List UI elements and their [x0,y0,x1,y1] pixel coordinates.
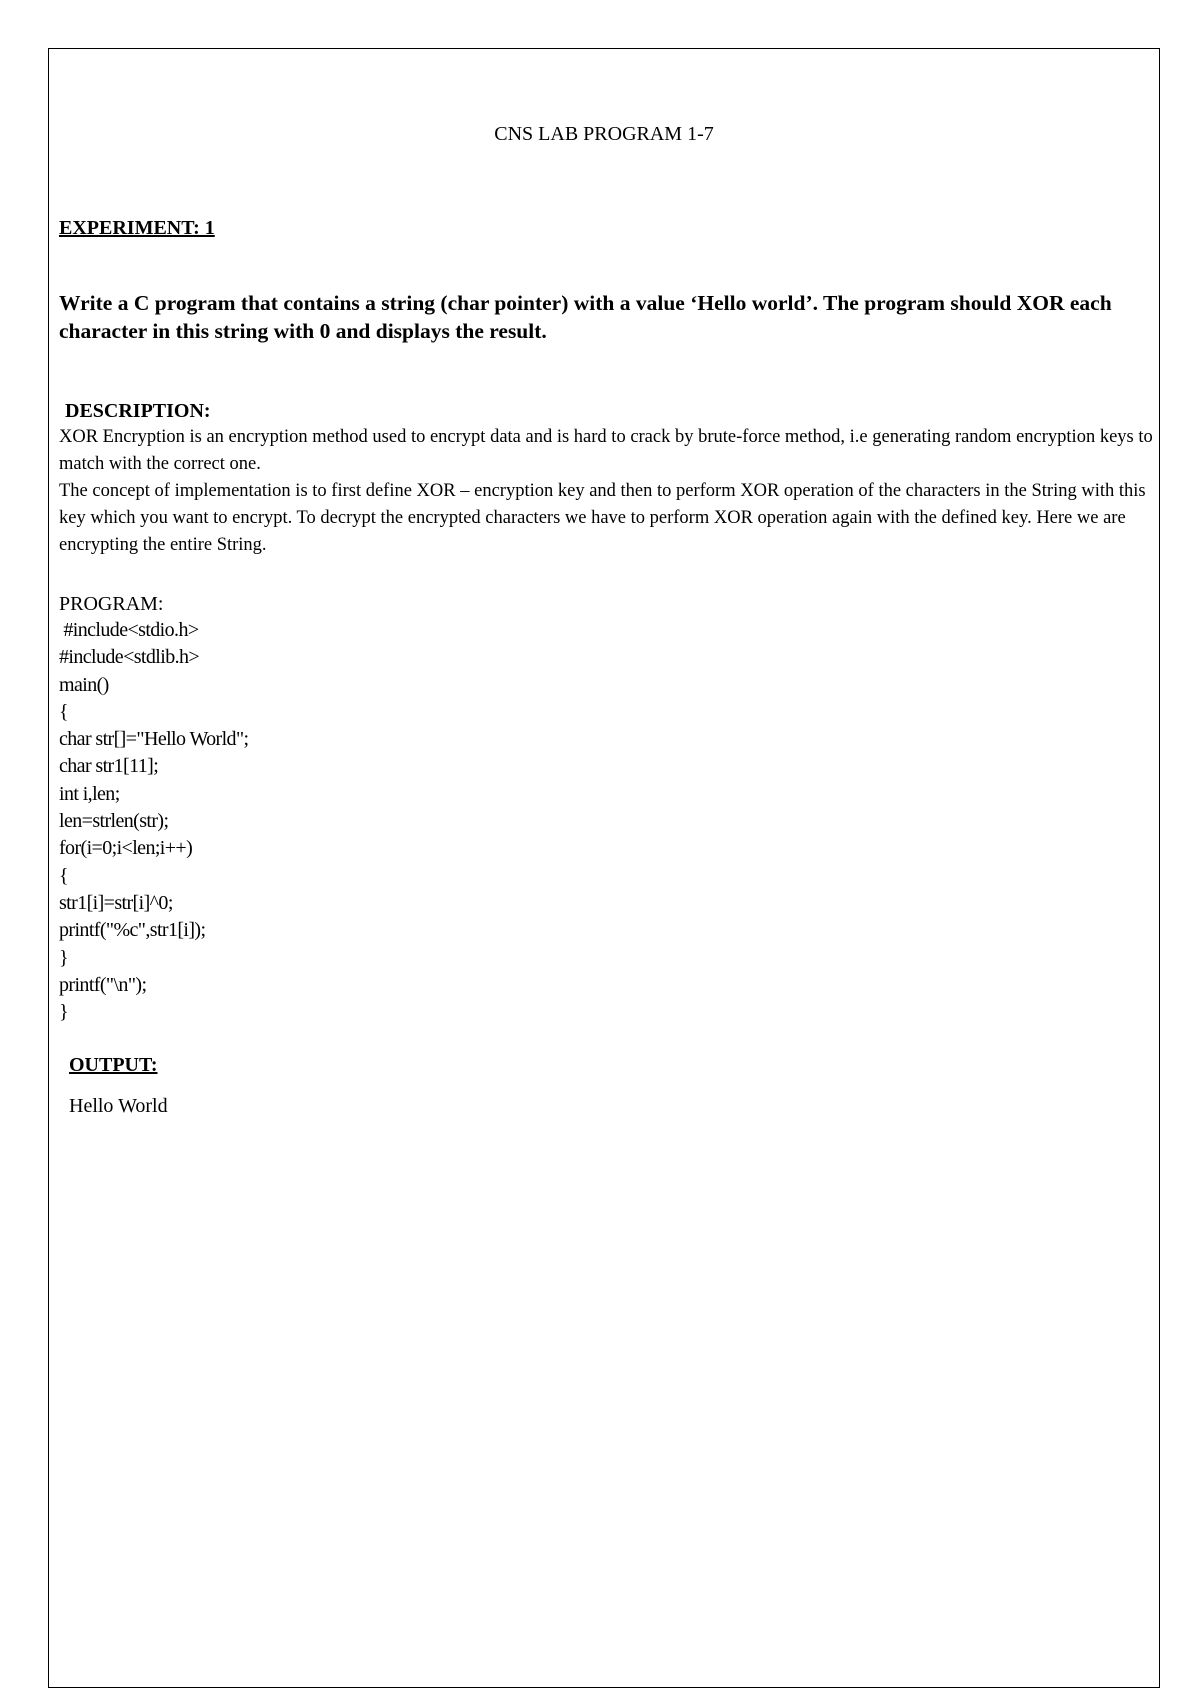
code-line: printf("\n"); [59,973,147,996]
code-line: main() [59,673,109,696]
page-frame [48,48,1160,1688]
experiment-aim: Write a C program that contains a string (char pointer) with a value ‘Hello world’. The program should XOR each character in this string with 0 and displays the result. [59,291,1112,343]
code-line: for(i=0;i<len;i++) [59,837,193,860]
document-title: CNS LAB PROGRAM 1-7 [494,123,714,145]
output-heading: OUTPUT: [69,1054,158,1076]
code-line: int i,len; [59,782,120,805]
code-line: } [59,946,68,969]
code-line: } [59,1001,68,1024]
output-text: Hello World [69,1095,168,1117]
description-heading: DESCRIPTION: [65,400,211,422]
code-line: len=strlen(str); [59,810,169,833]
description-text [59,424,1154,559]
code-line: printf("%c",str1[i]); [59,919,206,942]
code-line: #include<stdio.h> [59,619,199,641]
code-line: { [59,864,68,887]
description-paragraph: The concept of implementation is to first define XOR – encryption key and then to perform XOR operation of the characters in the String with this key which you want to encrypt. To decrypt the encrypted characters we have to perform XOR operation again with the defined key. Here we are encrypting the entire String. [59,481,1146,555]
program-label: PROGRAM: [59,593,164,615]
code-line: #include<stdlib.h> [59,646,200,669]
experiment-heading: EXPERIMENT: 1 [59,217,215,239]
code-line: str1[i]=str[i]^0; [59,891,173,914]
description-paragraph: XOR Encryption is an encryption method used to encrypt data and is hard to crack by brute-force method, i.e generating random encryption keys to match with the correct one. [59,427,1153,474]
program-code [59,617,248,1026]
code-line: char str1[11]; [59,755,159,778]
code-line: { [59,700,68,723]
code-line: char str[]="Hello World"; [59,728,249,751]
